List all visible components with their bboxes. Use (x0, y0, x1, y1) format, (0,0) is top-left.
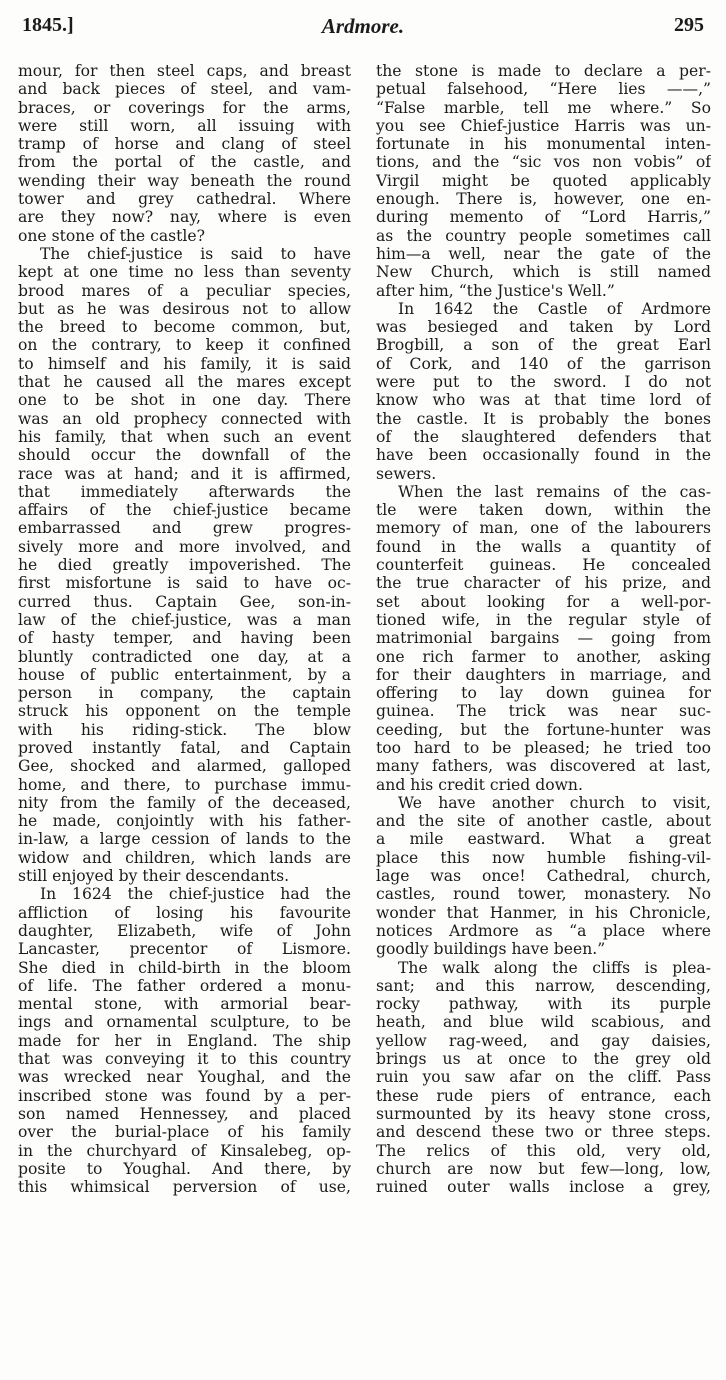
text-line: on the contrary, to keep it confined (18, 336, 351, 355)
text-line: law of the chief-justice, was a man (18, 610, 351, 629)
text-line: the castle. It is probably the bones (376, 409, 711, 428)
header-title: Ardmore. (321, 14, 405, 38)
text-line: and the site of another castle, about (376, 812, 711, 831)
text-line: during memento of “Lord Harris,” (376, 208, 711, 227)
text-line: was an old prophecy connected with (18, 409, 351, 428)
text-line: tramp of horse and clang of steel (18, 135, 351, 154)
text-line: with his riding-stick. The blow (18, 720, 351, 739)
text-line: fortunate in his monumental inten- (376, 135, 711, 154)
text-line: him—a well, near the gate of the (376, 244, 711, 263)
text-line: Gee, shocked and alarmed, galloped (18, 757, 351, 776)
text-line: bluntly contradicted one day, at a (18, 647, 351, 666)
text-line: affliction of losing his favourite (18, 903, 351, 922)
text-line: ruined outer walls inclose a grey, (376, 1178, 711, 1197)
text-line: as the country people sometimes call (376, 226, 711, 245)
text-line: The relics of this old, very old, (376, 1141, 711, 1160)
text-line: notices Ardmore as “a place where (376, 921, 711, 940)
text-line: still enjoyed by their descendants. (18, 867, 290, 886)
text-line: first misfortune is said to have oc- (18, 574, 351, 593)
text-line: after him, “the Justice's Well.” (376, 281, 615, 300)
text-line: have been occasionally found in the (376, 446, 711, 465)
text-line: She died in child-birth in the bloom (18, 958, 351, 977)
text-line: the breed to become common, but, (18, 318, 351, 337)
text-line: braces, or coverings for the arms, (18, 98, 351, 117)
text-line: goodly buildings have been.” (376, 940, 606, 959)
text-line: place this now humble fishing-vil- (376, 848, 711, 867)
text-line: tower and grey cathedral. Where (18, 190, 351, 209)
text-line: set about looking for a well-por- (376, 592, 711, 611)
text-line: are they now? nay, where is even (18, 208, 351, 227)
text-line: person in company, the captain (18, 684, 351, 703)
text-line: Lancaster, precentor of Lismore. (18, 940, 351, 959)
text-line: The chief-justice is said to have (40, 244, 351, 263)
text-line: wending their way beneath the round (18, 171, 351, 190)
text-line: sively more and more involved, and (18, 537, 351, 556)
left-text-column (18, 62, 351, 1196)
text-line: memory of man, one of the labourers (376, 519, 711, 538)
text-line: inscribed stone was found by a per- (18, 1086, 351, 1105)
text-line: lage was once! Cathedral, church, (376, 867, 711, 886)
text-line: In 1642 the Castle of Ardmore (398, 299, 711, 318)
text-line: this whimsical perversion of use, (18, 1178, 351, 1197)
text-line: to himself and his family, it is said (18, 354, 351, 373)
text-line: embarrassed and grew progres- (18, 519, 351, 538)
text-line: In 1624 the chief-justice had the (40, 885, 351, 904)
text-line: for their daughters in marriage, and (376, 665, 711, 684)
text-line: guinea. The trick was near suc- (376, 702, 711, 721)
text-line: were still worn, all issuing with (18, 116, 351, 135)
text-line: that he caused all the mares except (18, 373, 351, 392)
text-line: New Church, which is still named (376, 263, 711, 282)
text-line: the true character of his prize, and (376, 574, 711, 593)
text-line: offering to lay down guinea for (376, 684, 711, 703)
text-line: race was at hand; and it is affirmed, (18, 464, 351, 483)
text-line: one stone of the castle? (18, 226, 205, 245)
text-line: but as he was desirous not to allow (18, 299, 351, 318)
text-line: enough. There is, however, one en- (376, 190, 711, 209)
text-line: brood mares of a peculiar species, (18, 281, 351, 300)
text-line: wonder that Hanmer, in his Chronicle, (376, 903, 711, 922)
text-line: When the last remains of the cas- (398, 482, 711, 501)
text-line: Brogbill, a son of the great Earl (376, 336, 711, 355)
text-line: kept at one time no less than seventy (18, 263, 351, 282)
text-line: ceeding, but the fortune-hunter was (376, 720, 711, 739)
text-line: counterfeit guineas. He concealed (376, 556, 711, 575)
text-line: these rude piers of entrance, each (376, 1086, 711, 1105)
text-line: daughter, Elizabeth, wife of John (18, 921, 351, 940)
text-line: were put to the sword. I do not (376, 373, 711, 392)
text-line: widow and children, which lands are (18, 848, 351, 867)
text-line: home, and there, to purchase immu- (18, 775, 351, 794)
text-line: he made, conjointly with his father- (18, 812, 351, 831)
text-line: one rich farmer to another, asking (376, 647, 711, 666)
text-line: of Cork, and 140 of the garrison (376, 354, 711, 373)
text-line: mental stone, with armorial bear- (18, 995, 351, 1014)
text-line: The walk along the cliffs is plea- (398, 958, 711, 977)
text-line: of the slaughtered defenders that (376, 427, 711, 446)
text-line: many fathers, was discovered at last, (376, 757, 711, 776)
text-line: ings and ornamental sculpture, to be (18, 1013, 351, 1032)
page-number: 295 (674, 14, 704, 36)
text-line: son named Hennessey, and placed (18, 1104, 351, 1123)
text-line: matrimonial bargains — going from (376, 629, 711, 648)
text-line: sewers. (376, 464, 437, 483)
running-header (22, 8, 704, 48)
text-line: and descend these two or three steps. (376, 1123, 711, 1142)
text-line: rocky pathway, with its purple (376, 995, 711, 1014)
text-line: of hasty temper, and having been (18, 629, 351, 648)
text-line: in the churchyard of Kinsalebeg, op- (18, 1141, 351, 1160)
text-line: was wrecked near Youghal, and the (18, 1068, 351, 1087)
text-line: affairs of the chief-justice became (18, 501, 351, 520)
text-line: house of public entertainment, by a (18, 665, 351, 684)
text-line: should occur the downfall of the (18, 446, 351, 465)
text-line: over the burial-place of his family (18, 1123, 351, 1142)
text-line: “False marble, tell me where.” So (376, 98, 711, 117)
text-line: We have another church to visit, (398, 793, 711, 812)
text-line: heath, and blue wild scabious, and (376, 1013, 711, 1032)
text-line: found in the walls a quantity of (376, 537, 711, 556)
text-line: tioned wife, in the regular style of (376, 610, 711, 629)
text-line: you see Chief-justice Harris was un- (376, 116, 711, 135)
text-line: that was conveying it to this country (18, 1050, 351, 1069)
text-line: tle were taken down, within the (376, 501, 711, 520)
text-line: was besieged and taken by Lord (376, 318, 711, 337)
text-line: church are now but few—long, low, (376, 1159, 711, 1178)
text-line: one to be shot in one day. There (18, 391, 351, 410)
text-line: his family, that when such an event (18, 427, 351, 446)
text-line: curred thus. Captain Gee, son-in- (18, 592, 351, 611)
text-line: know who was at that time lord of (376, 391, 711, 410)
text-line: he died greatly impoverished. The (18, 556, 351, 575)
text-line: and back pieces of steel, and vam- (18, 80, 351, 99)
text-line: that immediately afterwards the (18, 482, 351, 501)
text-line: castles, round tower, monastery. No (376, 885, 711, 904)
text-line: petual falsehood, “Here lies ——,” (376, 80, 711, 99)
text-line: brings us at once to the grey old (376, 1050, 711, 1069)
text-line: Virgil might be quoted applicably (376, 171, 711, 190)
text-line: surmounted by its heavy stone cross, (376, 1104, 711, 1123)
text-line: ruin you saw afar on the cliff. Pass (376, 1068, 711, 1087)
right-text-column (376, 62, 711, 1196)
text-line: the stone is made to declare a per- (376, 62, 711, 80)
text-line: yellow rag-weed, and gay daisies, (376, 1031, 711, 1050)
text-line: sant; and this narrow, descending, (376, 976, 711, 995)
text-line: struck his opponent on the temple (18, 702, 351, 721)
text-line: tions, and the “sic vos non vobis” of (376, 153, 711, 172)
text-line: nity from the family of the deceased, (18, 793, 351, 812)
header-year: 1845.] (22, 14, 74, 36)
text-line: proved instantly fatal, and Captain (18, 738, 351, 757)
text-line: made for her in England. The ship (18, 1031, 351, 1050)
text-line: of life. The father ordered a monu- (18, 976, 351, 995)
text-line: and his credit cried down. (376, 775, 583, 794)
text-line: in-law, a large cession of lands to the (18, 830, 351, 849)
text-line: from the portal of the castle, and (18, 153, 351, 172)
text-line: posite to Youghal. And there, by (18, 1159, 351, 1178)
text-line: a mile eastward. What a great (376, 830, 711, 849)
text-line: too hard to be pleased; he tried too (376, 738, 711, 757)
text-line: mour, for then steel caps, and breast (18, 62, 351, 80)
